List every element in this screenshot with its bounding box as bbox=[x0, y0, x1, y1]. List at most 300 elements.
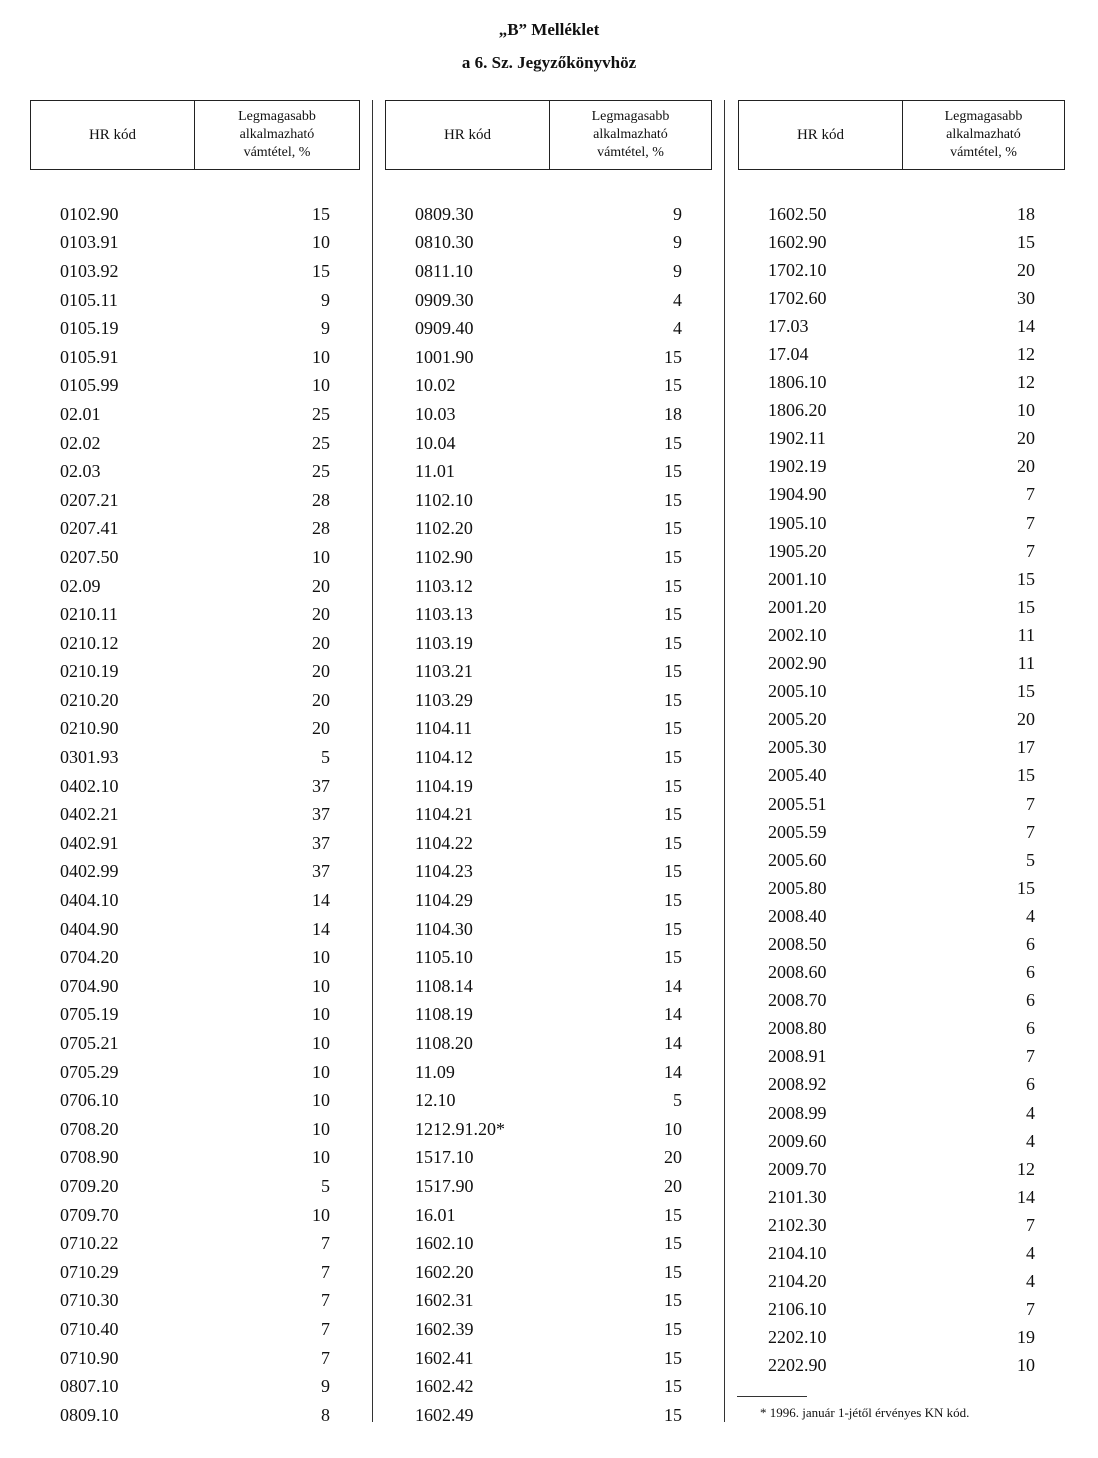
table-row bbox=[385, 429, 712, 458]
table-row bbox=[385, 1115, 712, 1144]
header-rate-line: Legmagasabb bbox=[591, 109, 670, 124]
table-row bbox=[738, 369, 1065, 397]
tariff-rate: 15 bbox=[664, 1347, 682, 1368]
tariff-rate: 7 bbox=[1026, 1299, 1035, 1320]
table-row bbox=[30, 943, 360, 972]
tariff-rate: 4 bbox=[1026, 1271, 1035, 1292]
table-row bbox=[738, 453, 1065, 481]
hr-code: 1104.30 bbox=[415, 918, 473, 939]
hr-code: 1102.10 bbox=[415, 489, 473, 510]
tariff-rate: 15 bbox=[664, 546, 682, 567]
table-row bbox=[738, 959, 1065, 987]
footnote: * 1996. január 1-jétől érvényes KN kód. bbox=[760, 1405, 970, 1420]
table-row bbox=[385, 1229, 712, 1258]
tariff-rate: 10 bbox=[1017, 400, 1035, 421]
table-row bbox=[30, 400, 360, 429]
tariff-rate: 11 bbox=[1017, 624, 1035, 645]
tariff-rate: 15 bbox=[664, 661, 682, 682]
tariff-rate: 20 bbox=[312, 604, 330, 625]
hr-code: 1108.19 bbox=[415, 1004, 473, 1025]
table-row bbox=[30, 486, 360, 515]
hr-code: 1108.14 bbox=[415, 975, 473, 996]
tariff-rate: 15 bbox=[664, 1318, 682, 1339]
tariff-rate: 15 bbox=[1017, 765, 1035, 786]
table-row bbox=[738, 481, 1065, 509]
hr-code: 0706.10 bbox=[60, 1090, 119, 1111]
hr-code: 17.04 bbox=[768, 344, 809, 365]
tariff-rate: 14 bbox=[664, 975, 682, 996]
tariff-rate: 10 bbox=[312, 232, 330, 253]
hr-code: 1602.49 bbox=[415, 1404, 474, 1425]
hr-code: 0705.21 bbox=[60, 1033, 119, 1054]
tariff-rate: 14 bbox=[312, 918, 330, 939]
table-header bbox=[738, 100, 1065, 170]
tariff-rate: 15 bbox=[664, 775, 682, 796]
hr-code: 0704.90 bbox=[60, 975, 119, 996]
hr-code: 10.03 bbox=[415, 403, 456, 424]
hr-code: 1102.20 bbox=[415, 518, 473, 539]
hr-code: 11.09 bbox=[415, 1061, 455, 1082]
tariff-rate: 15 bbox=[664, 1204, 682, 1225]
table-row bbox=[738, 987, 1065, 1015]
hr-code: 0207.21 bbox=[60, 489, 119, 510]
header-rate-line: alkalmazható bbox=[946, 127, 1021, 142]
hr-code: 2005.20 bbox=[768, 709, 827, 730]
hr-code: 2104.20 bbox=[768, 1271, 827, 1292]
hr-code: 0704.20 bbox=[60, 947, 119, 968]
tariff-rate: 20 bbox=[1017, 456, 1035, 477]
tariff-rate: 5 bbox=[673, 1090, 682, 1111]
hr-code: 12.10 bbox=[415, 1090, 456, 1111]
header-rate bbox=[550, 101, 711, 169]
tariff-rate: 14 bbox=[664, 1004, 682, 1025]
tariff-rate: 15 bbox=[664, 832, 682, 853]
tariff-rate: 15 bbox=[664, 632, 682, 653]
tariff-rate: 10 bbox=[312, 1118, 330, 1139]
table-row bbox=[738, 340, 1065, 368]
header-rate-line: Legmagasabb bbox=[944, 109, 1023, 124]
hr-code: 0710.22 bbox=[60, 1233, 119, 1254]
table-row bbox=[385, 1172, 712, 1201]
hr-code: 0102.90 bbox=[60, 203, 119, 224]
hr-code: 2001.20 bbox=[768, 596, 827, 617]
tariff-rate: 15 bbox=[664, 575, 682, 596]
table-row bbox=[30, 372, 360, 401]
tariff-rate: 37 bbox=[312, 775, 330, 796]
hr-code: 1103.19 bbox=[415, 632, 473, 653]
table-column-2 bbox=[385, 100, 712, 1425]
column-divider bbox=[372, 100, 373, 1422]
tariff-rate: 10 bbox=[312, 947, 330, 968]
tariff-rate: 7 bbox=[1026, 1046, 1035, 1067]
table-row bbox=[738, 902, 1065, 930]
table-row bbox=[385, 400, 712, 429]
hr-code: 1517.90 bbox=[415, 1175, 474, 1196]
hr-code: 0402.21 bbox=[60, 804, 119, 825]
hr-code: 0105.11 bbox=[60, 289, 118, 310]
hr-code: 1104.19 bbox=[415, 775, 473, 796]
table-row bbox=[30, 1344, 360, 1373]
tariff-rate: 15 bbox=[1017, 681, 1035, 702]
table-row bbox=[385, 1144, 712, 1173]
hr-code: 1602.90 bbox=[768, 231, 827, 252]
hr-code: 0809.30 bbox=[415, 203, 474, 224]
hr-code: 1904.90 bbox=[768, 484, 827, 505]
tariff-rate: 20 bbox=[312, 575, 330, 596]
hr-code: 2104.10 bbox=[768, 1243, 827, 1264]
table-row bbox=[738, 1211, 1065, 1239]
tariff-rate: 7 bbox=[1026, 793, 1035, 814]
hr-code: 1806.10 bbox=[768, 372, 827, 393]
tariff-rate: 9 bbox=[673, 260, 682, 281]
tariff-rate: 6 bbox=[1026, 1018, 1035, 1039]
tariff-rate: 15 bbox=[664, 747, 682, 768]
footnote-rule bbox=[737, 1396, 807, 1397]
hr-code: 0709.70 bbox=[60, 1204, 119, 1225]
hr-code: 1104.29 bbox=[415, 890, 473, 911]
header-rate-line: alkalmazható bbox=[593, 127, 668, 142]
table-row bbox=[738, 1015, 1065, 1043]
table-row bbox=[385, 515, 712, 544]
table-row bbox=[385, 715, 712, 744]
table-row bbox=[385, 800, 712, 829]
tariff-rate: 15 bbox=[664, 918, 682, 939]
table-row bbox=[385, 858, 712, 887]
tariff-rate: 25 bbox=[312, 403, 330, 424]
header-code: HR kód bbox=[739, 101, 903, 169]
table-row bbox=[385, 543, 712, 572]
table-row bbox=[30, 800, 360, 829]
tariff-rate: 17 bbox=[1017, 737, 1035, 758]
table-row bbox=[385, 314, 712, 343]
table-row bbox=[30, 543, 360, 572]
table-row bbox=[385, 1287, 712, 1316]
tariff-rate: 14 bbox=[664, 1061, 682, 1082]
hr-code: 2008.80 bbox=[768, 1018, 827, 1039]
hr-code: 2009.70 bbox=[768, 1158, 827, 1179]
table-row bbox=[385, 829, 712, 858]
table-row bbox=[738, 228, 1065, 256]
tariff-rate: 10 bbox=[312, 1204, 330, 1225]
tariff-rate: 15 bbox=[1017, 568, 1035, 589]
table-row bbox=[385, 743, 712, 772]
table-row bbox=[738, 1239, 1065, 1267]
tariff-rate: 9 bbox=[321, 289, 330, 310]
table-row bbox=[738, 593, 1065, 621]
tariff-rate: 14 bbox=[312, 890, 330, 911]
hr-code: 02.01 bbox=[60, 403, 101, 424]
tariff-rate: 4 bbox=[1026, 905, 1035, 926]
table-row bbox=[30, 858, 360, 887]
table-row bbox=[30, 1001, 360, 1030]
tariff-rate: 5 bbox=[1026, 849, 1035, 870]
table-rows bbox=[385, 200, 712, 1430]
table-row bbox=[30, 1229, 360, 1258]
hr-code: 1517.10 bbox=[415, 1147, 474, 1168]
tariff-rate: 4 bbox=[1026, 1243, 1035, 1264]
hr-code: 0301.93 bbox=[60, 747, 119, 768]
hr-code: 0103.92 bbox=[60, 260, 119, 281]
tariff-rate: 6 bbox=[1026, 990, 1035, 1011]
tariff-rate: 15 bbox=[1017, 877, 1035, 898]
table-row bbox=[30, 658, 360, 687]
table-row bbox=[385, 343, 712, 372]
tariff-rate: 10 bbox=[312, 1061, 330, 1082]
tariff-rate: 15 bbox=[664, 432, 682, 453]
tariff-rate: 28 bbox=[312, 489, 330, 510]
hr-code: 2005.60 bbox=[768, 849, 827, 870]
hr-code: 2101.30 bbox=[768, 1186, 827, 1207]
hr-code: 2102.30 bbox=[768, 1214, 827, 1235]
table-row bbox=[738, 1324, 1065, 1352]
tariff-rate: 15 bbox=[664, 861, 682, 882]
tariff-rate: 25 bbox=[312, 432, 330, 453]
tariff-rate: 15 bbox=[664, 947, 682, 968]
table-row bbox=[385, 686, 712, 715]
table-row bbox=[738, 650, 1065, 678]
hr-code: 0105.99 bbox=[60, 375, 119, 396]
table-row bbox=[738, 1352, 1065, 1380]
hr-code: 2008.40 bbox=[768, 905, 827, 926]
hr-code: 11.01 bbox=[415, 461, 455, 482]
hr-code: 2005.51 bbox=[768, 793, 827, 814]
table-row bbox=[385, 200, 712, 229]
hr-code: 2008.70 bbox=[768, 990, 827, 1011]
table-row bbox=[385, 1344, 712, 1373]
table-row bbox=[30, 314, 360, 343]
tariff-rate: 15 bbox=[664, 346, 682, 367]
hr-code: 2202.90 bbox=[768, 1355, 827, 1376]
table-row bbox=[30, 429, 360, 458]
tariff-rate: 37 bbox=[312, 861, 330, 882]
table-row bbox=[30, 572, 360, 601]
hr-code: 0909.40 bbox=[415, 318, 474, 339]
hr-code: 1104.12 bbox=[415, 747, 473, 768]
hr-code: 1104.21 bbox=[415, 804, 473, 825]
hr-code: 1001.90 bbox=[415, 346, 474, 367]
tariff-rate: 18 bbox=[1017, 203, 1035, 224]
table-row bbox=[30, 1144, 360, 1173]
tariff-rate: 14 bbox=[1017, 315, 1035, 336]
tariff-rate: 4 bbox=[1026, 1102, 1035, 1123]
hr-code: 0710.29 bbox=[60, 1261, 119, 1282]
hr-code: 2008.50 bbox=[768, 933, 827, 954]
tariff-rate: 9 bbox=[321, 1376, 330, 1397]
hr-code: 1602.39 bbox=[415, 1318, 474, 1339]
hr-code: 2005.30 bbox=[768, 737, 827, 758]
table-row bbox=[738, 200, 1065, 228]
table-row bbox=[385, 229, 712, 258]
table-row bbox=[738, 1099, 1065, 1127]
header-rate-line: alkalmazható bbox=[239, 127, 315, 142]
table-row bbox=[738, 1268, 1065, 1296]
table-row bbox=[385, 1401, 712, 1430]
tariff-rate: 20 bbox=[312, 689, 330, 710]
table-row bbox=[385, 1315, 712, 1344]
hr-code: 0207.50 bbox=[60, 546, 119, 567]
table-row bbox=[30, 715, 360, 744]
table-header bbox=[385, 100, 712, 170]
hr-code: 0103.91 bbox=[60, 232, 119, 253]
table-rows bbox=[738, 200, 1065, 1380]
header-rate-line: vámtétel, % bbox=[597, 145, 664, 160]
tariff-rate: 7 bbox=[321, 1261, 330, 1282]
hr-code: 1104.22 bbox=[415, 832, 473, 853]
tariff-rate: 6 bbox=[1026, 962, 1035, 983]
hr-code: 0710.30 bbox=[60, 1290, 119, 1311]
table-row bbox=[738, 565, 1065, 593]
hr-code: 1602.20 bbox=[415, 1261, 474, 1282]
hr-code: 0210.12 bbox=[60, 632, 119, 653]
tariff-rate: 37 bbox=[312, 804, 330, 825]
hr-code: 2008.91 bbox=[768, 1046, 827, 1067]
hr-code: 0710.40 bbox=[60, 1318, 119, 1339]
tariff-rate: 4 bbox=[1026, 1130, 1035, 1151]
table-row bbox=[30, 1172, 360, 1201]
tariff-rate: 15 bbox=[664, 375, 682, 396]
table-row bbox=[385, 629, 712, 658]
tariff-rate: 7 bbox=[321, 1347, 330, 1368]
tariff-rate: 20 bbox=[312, 661, 330, 682]
table-row bbox=[30, 686, 360, 715]
table-row bbox=[738, 1183, 1065, 1211]
tariff-rate: 20 bbox=[1017, 428, 1035, 449]
hr-code: 1702.10 bbox=[768, 259, 827, 280]
hr-code: 1702.60 bbox=[768, 287, 827, 308]
tariff-rate: 12 bbox=[1017, 372, 1035, 393]
hr-code: 02.02 bbox=[60, 432, 101, 453]
table-row bbox=[738, 425, 1065, 453]
tariff-rate: 15 bbox=[312, 203, 330, 224]
hr-code: 10.02 bbox=[415, 375, 456, 396]
table-row bbox=[738, 762, 1065, 790]
hr-code: 0809.10 bbox=[60, 1404, 119, 1425]
hr-code: 2001.10 bbox=[768, 568, 827, 589]
tariff-rate: 15 bbox=[664, 604, 682, 625]
hr-code: 1602.10 bbox=[415, 1233, 474, 1254]
hr-code: 2005.40 bbox=[768, 765, 827, 786]
table-row bbox=[738, 734, 1065, 762]
table-row bbox=[30, 1029, 360, 1058]
table-row bbox=[385, 1001, 712, 1030]
hr-code: 0207.41 bbox=[60, 518, 119, 539]
hr-code: 0709.20 bbox=[60, 1175, 119, 1196]
table-row bbox=[738, 1043, 1065, 1071]
hr-code: 1103.29 bbox=[415, 689, 473, 710]
table-row bbox=[30, 1287, 360, 1316]
tariff-rate: 20 bbox=[312, 718, 330, 739]
hr-code: 0708.20 bbox=[60, 1118, 119, 1139]
tariff-rate: 15 bbox=[664, 1404, 682, 1425]
hr-code: 2008.99 bbox=[768, 1102, 827, 1123]
hr-code: 1905.10 bbox=[768, 512, 827, 533]
table-row bbox=[30, 515, 360, 544]
tariff-rate: 15 bbox=[664, 1261, 682, 1282]
tariff-rate: 10 bbox=[1017, 1355, 1035, 1376]
table-row bbox=[30, 229, 360, 258]
hr-code: 1806.20 bbox=[768, 400, 827, 421]
tariff-rate: 9 bbox=[321, 318, 330, 339]
hr-code: 0705.29 bbox=[60, 1061, 119, 1082]
table-row bbox=[738, 706, 1065, 734]
page-subtitle: a 6. Sz. Jegyzőkönyvhöz bbox=[461, 53, 637, 72]
table-row bbox=[738, 397, 1065, 425]
tariff-rate: 15 bbox=[664, 689, 682, 710]
tariff-rate: 20 bbox=[664, 1175, 682, 1196]
hr-code: 0811.10 bbox=[415, 260, 473, 281]
table-row bbox=[385, 1058, 712, 1087]
hr-code: 0105.19 bbox=[60, 318, 119, 339]
tariff-rate: 12 bbox=[1017, 344, 1035, 365]
table-row bbox=[30, 886, 360, 915]
table-row bbox=[385, 1372, 712, 1401]
hr-code: 17.03 bbox=[768, 315, 809, 336]
hr-code: 0105.91 bbox=[60, 346, 119, 367]
tariff-rate: 15 bbox=[664, 718, 682, 739]
tariff-rate: 15 bbox=[1017, 596, 1035, 617]
hr-code: 0210.20 bbox=[60, 689, 119, 710]
table-row bbox=[385, 1258, 712, 1287]
column-divider bbox=[724, 100, 725, 1422]
hr-code: 0402.99 bbox=[60, 861, 119, 882]
tariff-rate: 10 bbox=[312, 1147, 330, 1168]
table-row bbox=[385, 257, 712, 286]
hr-code: 0807.10 bbox=[60, 1376, 119, 1397]
table-row bbox=[385, 600, 712, 629]
tariff-rate: 15 bbox=[664, 1290, 682, 1311]
hr-code: 1602.31 bbox=[415, 1290, 474, 1311]
tariff-rate: 10 bbox=[312, 1090, 330, 1111]
hr-code: 1602.42 bbox=[415, 1376, 474, 1397]
tariff-rate: 7 bbox=[1026, 540, 1035, 561]
hr-code: 1602.50 bbox=[768, 203, 827, 224]
tariff-rate: 5 bbox=[321, 1175, 330, 1196]
table-row bbox=[30, 600, 360, 629]
tariff-rate: 10 bbox=[312, 1033, 330, 1054]
tariff-rate: 7 bbox=[1026, 1214, 1035, 1235]
tariff-rate: 10 bbox=[312, 375, 330, 396]
table-row bbox=[738, 1296, 1065, 1324]
tariff-rate: 15 bbox=[312, 260, 330, 281]
tariff-rate: 10 bbox=[664, 1118, 682, 1139]
header-rate-line: Legmagasabb bbox=[238, 109, 316, 124]
table-row bbox=[385, 943, 712, 972]
table-row bbox=[30, 457, 360, 486]
hr-code: 0404.90 bbox=[60, 918, 119, 939]
hr-code: 10.04 bbox=[415, 432, 456, 453]
tariff-rate: 15 bbox=[664, 518, 682, 539]
table-column-3 bbox=[738, 100, 1065, 1376]
page-title: „B” Melléklet bbox=[498, 20, 600, 39]
tariff-rate: 15 bbox=[664, 1376, 682, 1397]
table-row bbox=[30, 286, 360, 315]
table-column-1 bbox=[30, 100, 360, 1425]
table-row bbox=[738, 1155, 1065, 1183]
tariff-rate: 15 bbox=[664, 1233, 682, 1254]
table-row bbox=[385, 486, 712, 515]
table-row bbox=[385, 372, 712, 401]
table-row bbox=[30, 829, 360, 858]
hr-code: 02.09 bbox=[60, 575, 101, 596]
hr-code: 2106.10 bbox=[768, 1299, 827, 1320]
hr-code: 16.01 bbox=[415, 1204, 456, 1225]
hr-code: 1103.21 bbox=[415, 661, 473, 682]
table-row bbox=[30, 629, 360, 658]
tariff-rate: 15 bbox=[664, 489, 682, 510]
tariff-rate: 9 bbox=[673, 203, 682, 224]
table-row bbox=[385, 1086, 712, 1115]
table-row bbox=[30, 1315, 360, 1344]
